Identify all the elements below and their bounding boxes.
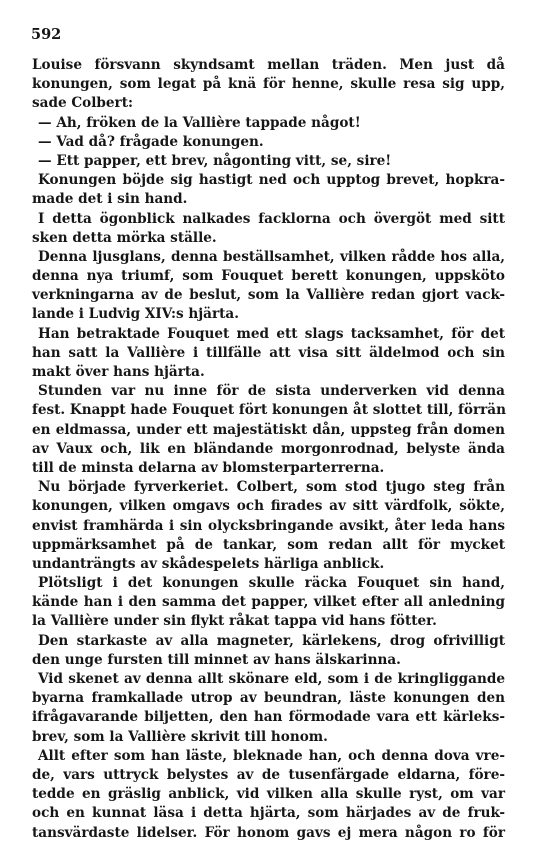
text-line: Han betraktade Fouquet med ett slags tacksamhet, för det — [38, 325, 505, 342]
text-line: byarna framkallade utrop av beundran, läste konungen den — [32, 690, 505, 707]
text-line: brev, som la Vallière skrivit till honom. — [32, 728, 328, 745]
text-line: kände han i den samma det papper, vilket efter all anledning — [32, 594, 505, 611]
text-line: Louise försvann skyndsamt mellan träden. Men just då — [32, 57, 505, 73]
text-line: makt över hans hjärta. — [32, 364, 205, 380]
text-line: uppmärksamhet på de tankar, som redan allt för mycket — [32, 536, 505, 553]
text-line: Konungen böjde sig hastigt ned och upptog brevet, hopkra- — [38, 172, 505, 189]
text-line: sade Colbert: — [32, 95, 134, 112]
text-line: till de minsta delarna av blomsterparterrerna. — [32, 459, 385, 476]
text-line: en eldmassa, under ett majestätiskt dån, uppsteg från domen — [32, 421, 505, 438]
text-line: Vid skenet av denna allt skönare eld, som i de kringliggande — [38, 671, 505, 687]
text-line: de, vars uttryck belystes av de tusenfärgade eldarna, före- — [32, 766, 505, 783]
text-line: envist framhärda i sin olycksbringande avsikt, åter leda hans — [32, 517, 505, 534]
text-line: la Vallière under sin flykt råkat tappa vid hans fötter. — [32, 613, 437, 630]
text-line: Stunden var nu inne för de sista underverken vid denna — [38, 383, 505, 400]
text-line: — Ett papper, ett brev, någonting vitt, se, sire! — [38, 152, 392, 169]
text-line: Plötsligt i det konungen skulle räcka Fouquet sin hand, — [38, 575, 505, 592]
text-line: fest. Knappt hade Fouquet fört konungen åt slottet till, förrän — [32, 402, 506, 419]
text-line: tedde en gräslig anblick, vid vilken alla skulle ryst, om var — [32, 786, 505, 803]
body-text — [32, 56, 505, 843]
text-line: den unge fursten till minnet av hans älskarinna. — [32, 651, 401, 668]
text-line: tansvärdaste lidelser. För honom gavs ej mera någon ro för — [32, 824, 505, 841]
text-line: made det i sin hand. — [32, 191, 188, 208]
text-line: konungen, som legat på knä för henne, skulle resa sig upp, — [32, 76, 505, 93]
text-line: lande i Ludvig XIV:s hjärta. — [32, 306, 239, 323]
text-line: undanträngts av skådespelets härliga anblick. — [32, 555, 385, 572]
text-line: I detta ögonblick nalkades facklorna och övergöt med sitt — [38, 210, 505, 227]
text-line: av Vaux och, lik en bländande morgonrodnad, belyste ända — [32, 440, 505, 457]
text-line: Nu började fyrverkeriet. Colbert, som stod tjugo steg från — [38, 479, 505, 496]
text-line: konungen, vilken omgavs och firades av sitt värdfolk, sökte, — [32, 498, 505, 515]
text-line: — Ah, fröken de la Vallière tappade något! — [38, 114, 361, 131]
text-line: ifrågavarande biljetten, den han förmodade vara ett kärleks- — [32, 709, 505, 726]
text-line: verkningarna av de beslut, som la Vallière redan gjort vack- — [32, 287, 505, 304]
text-line: han satt la Vallière i tillfälle att visa sitt äldelmod och sin — [32, 344, 505, 361]
text-line: Denna ljusglans, denna beställsamhet, vilken rådde hos alla, — [38, 248, 505, 265]
text-line: Allt efter som han läste, bleknade han, och denna dova vre- — [38, 747, 505, 764]
page-number: 592 — [31, 26, 62, 43]
text-line: Den starkaste av alla magneter, kärlekens, drog ofrivilligt — [38, 632, 505, 649]
text-line: sken detta mörka ställe. — [32, 229, 217, 246]
text-line: — Vad då? frågade konungen. — [38, 133, 264, 150]
text-line: denna nya triumf, som Fouquet berett konungen, uppsköto — [32, 268, 505, 285]
text-line: och en kunnat läsa i detta hjärta, som härjades av de fruk- — [32, 805, 505, 822]
